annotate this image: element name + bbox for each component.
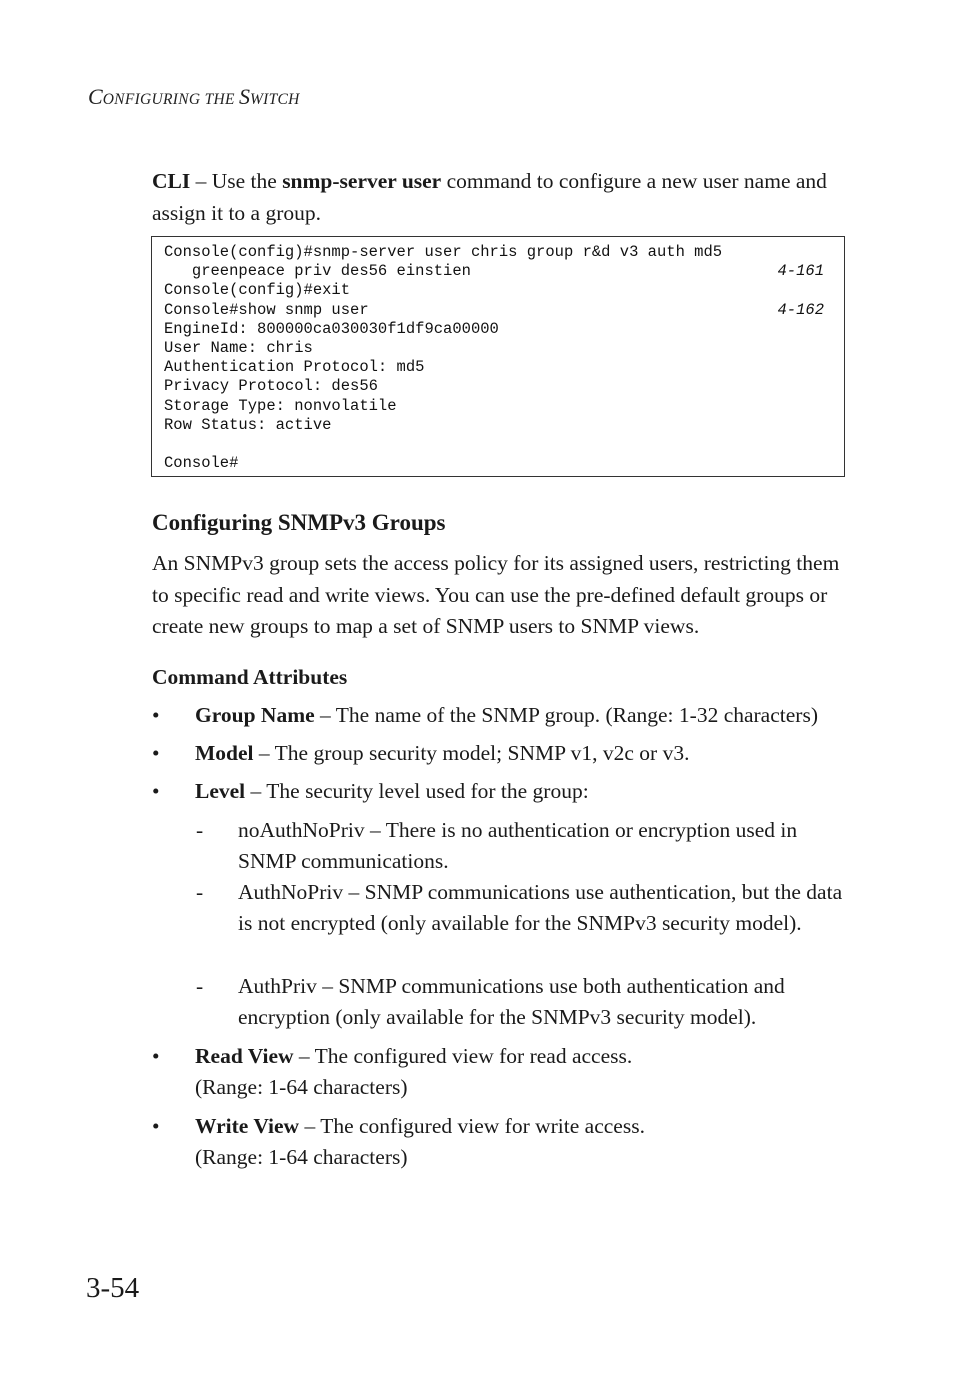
code-line bbox=[164, 435, 824, 454]
attribute-text bbox=[195, 1041, 855, 1103]
attribute-term: Group Name bbox=[195, 703, 315, 727]
bullet-icon: • bbox=[152, 779, 160, 803]
code-text: Authentication Protocol: md5 bbox=[164, 358, 425, 377]
attribute-range: (Range: 1-64 characters) bbox=[195, 1075, 408, 1099]
code-text: User Name: chris bbox=[164, 339, 313, 357]
bullet-icon: • bbox=[152, 741, 160, 765]
code-line bbox=[164, 397, 824, 416]
attribute-term: Model bbox=[195, 741, 254, 765]
intro-text-2: command to configure a new user name and assign it to a group. bbox=[152, 169, 827, 225]
code-line bbox=[164, 320, 824, 339]
code-text: Console# bbox=[164, 454, 239, 473]
cli-intro-paragraph bbox=[152, 166, 852, 229]
code-page-ref: 4-161 bbox=[777, 262, 824, 281]
dash-icon: - bbox=[196, 818, 204, 842]
code-text: Console#show snmp user bbox=[164, 300, 369, 319]
cli-label: CLI bbox=[152, 169, 191, 193]
section-body: An SNMPv3 group sets the access policy for its assigned users, restricting them to specific read and write views. You can use the pre-defined default groups or create new groups to map a set of SNMP users to SNMP views. bbox=[152, 551, 840, 638]
code-text: Row Status: active bbox=[164, 415, 332, 434]
dash-icon: - bbox=[196, 974, 204, 998]
page-number: 3-54 bbox=[86, 1272, 140, 1304]
running-head-rest-1: ONFIGURING THE bbox=[102, 91, 239, 108]
attribute-text bbox=[195, 776, 855, 807]
attribute-desc: – The configured view for write access. bbox=[299, 1114, 645, 1138]
attribute-range: (Range: 1-64 characters) bbox=[195, 1145, 408, 1169]
attribute-desc: – The security level used for the group: bbox=[245, 779, 589, 803]
command-attributes-heading: Command Attributes bbox=[152, 665, 348, 689]
level-option-text: AuthPriv – SNMP communications use both authentication and encryption (only available for the SNMPv3 security model). bbox=[238, 974, 785, 1029]
bullet-icon: • bbox=[152, 703, 160, 727]
running-head-rest-2: WITCH bbox=[249, 91, 300, 108]
intro-text-1: – Use the bbox=[190, 169, 283, 193]
code-example-box bbox=[151, 236, 845, 477]
attribute-text bbox=[195, 738, 855, 769]
attribute-desc: – The configured view for read access. bbox=[293, 1044, 633, 1068]
attribute-desc: – The name of the SNMP group. (Range: 1-32 characters) bbox=[314, 703, 818, 727]
attribute-term: Level bbox=[195, 779, 246, 803]
code-text: greenpeace priv des56 einstien bbox=[164, 262, 471, 281]
attribute-term: Read View bbox=[195, 1044, 294, 1068]
running-head bbox=[88, 84, 300, 110]
level-option-text: noAuthNoPriv – There is no authentication or encryption used in SNMP communications. bbox=[238, 818, 798, 873]
running-head-initial-2: S bbox=[238, 84, 250, 109]
bullet-icon: • bbox=[152, 1114, 160, 1138]
code-line bbox=[164, 301, 824, 320]
code-text: Console(config)#exit bbox=[164, 281, 351, 300]
code-line bbox=[164, 281, 824, 300]
running-head-initial-1: C bbox=[88, 84, 103, 109]
code-line bbox=[164, 243, 824, 262]
attribute-text bbox=[195, 1111, 855, 1173]
code-text: Storage Type: nonvolatile bbox=[164, 396, 397, 415]
code-text: Privacy Protocol: des56 bbox=[164, 377, 378, 396]
code-line bbox=[164, 416, 824, 435]
dash-icon: - bbox=[196, 880, 204, 904]
code-line bbox=[164, 358, 824, 377]
attribute-text bbox=[195, 700, 855, 731]
command-name: snmp-server user bbox=[282, 169, 442, 193]
code-line bbox=[164, 262, 824, 281]
level-option-text: AuthNoPriv – SNMP communications use authentication, but the data is not encrypted (only available for the SNMPv3 security model). bbox=[238, 880, 843, 935]
code-line bbox=[164, 339, 824, 358]
code-line bbox=[164, 454, 824, 473]
code-text: EngineId: 800000ca030030f1df9ca00000 bbox=[164, 319, 499, 338]
section-title: Configuring SNMPv3 Groups bbox=[152, 510, 446, 535]
code-text: Console(config)#snmp-server user chris group r&d v3 auth md5 bbox=[164, 243, 723, 261]
code-page-ref: 4-162 bbox=[777, 300, 824, 319]
bullet-icon: • bbox=[152, 1044, 160, 1068]
attribute-desc: – The group security model; SNMP v1, v2c or v3. bbox=[253, 741, 690, 765]
attribute-term: Write View bbox=[195, 1114, 300, 1138]
code-line bbox=[164, 377, 824, 396]
